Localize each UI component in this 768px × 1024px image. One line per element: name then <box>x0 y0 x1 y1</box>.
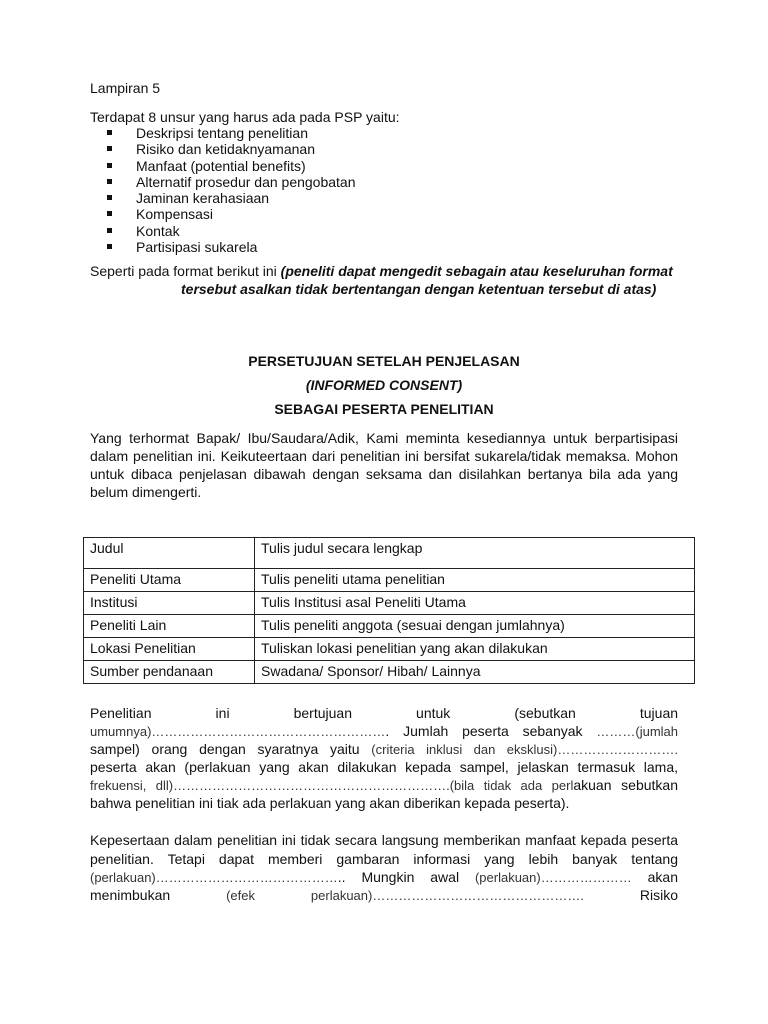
word: (sebutkan <box>514 705 576 721</box>
paragraph-line: peserta akan (perlakuan yang akan dilakukan kepada sampel, jelaskan termasuk lama, <box>90 759 678 775</box>
paragraph-line <box>90 741 678 758</box>
placeholder-text: (criteria inklusi dan eksklusi)………………………. <box>371 742 678 757</box>
paragraph-line: bahwa penelitian ini tiak ada perlakuan yang akan diberikan kepada peserta). <box>90 795 570 811</box>
table-row <box>84 592 695 615</box>
placeholder-text: frekuensi, dll)……………………………………………………….(bila tidak ada perl <box>90 778 574 793</box>
paragraph-line <box>90 723 678 740</box>
document-title-secondary: SEBAGAI PESERTA PENELITIAN <box>274 401 494 417</box>
paragraph-text: .. Mungkin awal <box>337 869 475 885</box>
table-value: Tulis judul secara lengkap <box>255 538 695 569</box>
format-note <box>90 263 673 279</box>
bullet-icon <box>107 244 112 249</box>
paragraph-line: Kepesertaan dalam penelitian ini tidak secara langsung memberikan manfaat kepada peserta <box>90 832 678 848</box>
word: menimbukan <box>90 887 171 903</box>
word: (efek <box>226 888 255 903</box>
paragraph-line <box>90 705 678 722</box>
paragraph-line <box>90 869 678 886</box>
paragraph-line <box>90 887 678 904</box>
word: Penelitian <box>90 705 152 721</box>
paragraph-line: Yang terhormat Bapak/ Ibu/Saudara/Adik, Kami meminta kesediannya untuk berpartisipasi <box>90 430 678 446</box>
bullet-icon <box>107 228 112 233</box>
placeholder-text: (perlakuan)…………………………………… <box>90 870 338 885</box>
intro-text: Terdapat 8 unsur yang harus ada pada PSP yaitu: <box>90 109 400 125</box>
paragraph-line: belum dimengerti. <box>90 484 202 500</box>
table-value: Tulis Institusi asal Peneliti Utama <box>255 592 695 615</box>
table-row <box>84 638 695 661</box>
paragraph-text: . Jumlah peserta sebanyak <box>385 723 597 739</box>
table-row <box>84 661 695 684</box>
word: Risiko <box>639 887 678 903</box>
document-title: PERSETUJUAN SETELAH PENJELASAN <box>248 353 520 369</box>
paragraph-line <box>90 777 678 794</box>
word: bertujuan <box>293 705 352 721</box>
word: untuk <box>416 705 451 721</box>
lampiran-label: Lampiran 5 <box>90 80 161 96</box>
bullet-icon <box>107 195 112 200</box>
word: tujuan <box>639 705 679 721</box>
bullet-icon <box>107 179 112 184</box>
bullet-icon <box>107 163 112 168</box>
table-label: Institusi <box>84 592 255 615</box>
placeholder-text: (perlakuan)………………… <box>474 870 632 885</box>
word: perlakuan)…………………………………………. <box>310 888 584 903</box>
document-page: Lampiran 5 Terdapat 8 unsur yang harus ada pada PSP yaitu: Deskripsi tentang penelitian Risiko dan ketidaknyamanan Manfaat (potential benefits) Alternatif prosedur dan pengobatan Jaminan kerahasiaan Kompensasi Kontak Partisipasi sukarela Seperti pada format berikut ini (peneliti dapat mengedit sebagain atau keseluruhan format tersebut asalkan tidak bertentangan dengan ketentuan tersebut di atas) PERSETUJUAN SETELAH PENJELASAN (INFORMED CONSENT) SEBAGAI PESERTA PENELITIAN Yang terhormat Bapak/ Ibu/Saudara/Adik, Kami meminta kesediannya untuk berpartisipasi dalam penelitian ini. Keikuteertaan dari penelitian ini bersifat sukarela/tidak memaksa. Mohon untuk dibaca penjelasan dibawah dengan seksama dan disilahkan bertanya bila ada yang belum dimengerti. Judul Tulis judul secara lengkap Peneliti Utama Tulis peneliti utama penelitian Institusi Tulis Institusi asal Peneliti Utama Peneliti Lain Tulis peneliti anggota (sesuai dengan jumlahnya) Lokasi Penelitian Tuliskan lokasi penelitian yang akan dilakukan Sumber pendanaan Swadana/ Sponsor/ Hibah/ Lainnya Penelitian ini bertujuan untuk (sebutkan tujuan umumnya)………………………………………………. Jumlah peserta sebanyak ………(jumlah sampel) orang dengan syaratnya yaitu (criteria inklusi dan eksklusi)………………………. peserta akan (perlakuan yang akan dilakukan kepada sampel, jelaskan termasuk lama, frekuensi, dll)……………………………………………………….(bila tidak ada perlakuan sebutkan bahwa penelitian ini tiak ada perlakuan yang akan diberikan kepada peserta). Kepesertaan dalam penelitian ini tidak secara langsung memberikan manfaat kepada peserta penelitian. Tetapi dapat memberi gambaran informasi yang lebih banyak tentang (perlakuan)…………………………………….. Mungkin awal (perlakuan)………………… akan menimbukan (efek perlakuan)…………………………………………. Risiko <box>0 0 768 1024</box>
bullet-icon <box>107 130 112 135</box>
format-note-emphasis: (peneliti dapat mengedit sebagain atau keseluruhan format <box>280 263 673 279</box>
paragraph-line: untuk dibaca penjelasan dibawah dengan seksama dan disilahkan bertanya bila ada yang <box>90 466 678 482</box>
format-note-plain: Seperti pada format berikut ini <box>90 263 281 279</box>
format-note-emphasis-cont: tersebut asalkan tidak bertentangan dengan ketentuan tersebut di atas) <box>181 281 657 297</box>
table-row <box>84 615 695 638</box>
table-label: Peneliti Lain <box>84 615 255 638</box>
table-value: Swadana/ Sponsor/ Hibah/ Lainnya <box>255 661 695 684</box>
table-label: Lokasi Penelitian <box>84 638 255 661</box>
paragraph-text: akan <box>631 869 678 885</box>
paragraph-text: akuan sebutkan <box>573 777 678 793</box>
paragraph-line: penelitian. Tetapi dapat memberi gambaran informasi yang lebih banyak tentang <box>90 851 678 867</box>
word: ini <box>215 705 230 721</box>
table-label: Sumber pendanaan <box>84 661 255 684</box>
table-row <box>84 569 695 592</box>
table-value: Tulis peneliti anggota (sesuai dengan jumlahnya) <box>255 615 695 638</box>
placeholder-text: umumnya)……………………………………………… <box>90 724 386 739</box>
table-label: Judul <box>84 538 255 569</box>
bullet-icon <box>107 211 112 216</box>
table-label: Peneliti Utama <box>84 569 255 592</box>
bullet-icon <box>107 146 112 151</box>
table-row <box>84 538 695 569</box>
placeholder-text: ………(jumlah <box>596 724 678 739</box>
table-value: Tuliskan lokasi penelitian yang akan dilakukan <box>255 638 695 661</box>
paragraph-line: dalam penelitian ini. Keikuteertaan dari penelitian ini bersifat sukarela/tidak memaksa. Mohon <box>90 448 678 464</box>
paragraph-text: sampel) orang dengan syaratnya yaitu <box>90 741 372 757</box>
research-info-table <box>83 537 695 684</box>
table-value: Tulis peneliti utama penelitian <box>255 569 695 592</box>
document-subtitle: (INFORMED CONSENT) <box>305 377 463 393</box>
